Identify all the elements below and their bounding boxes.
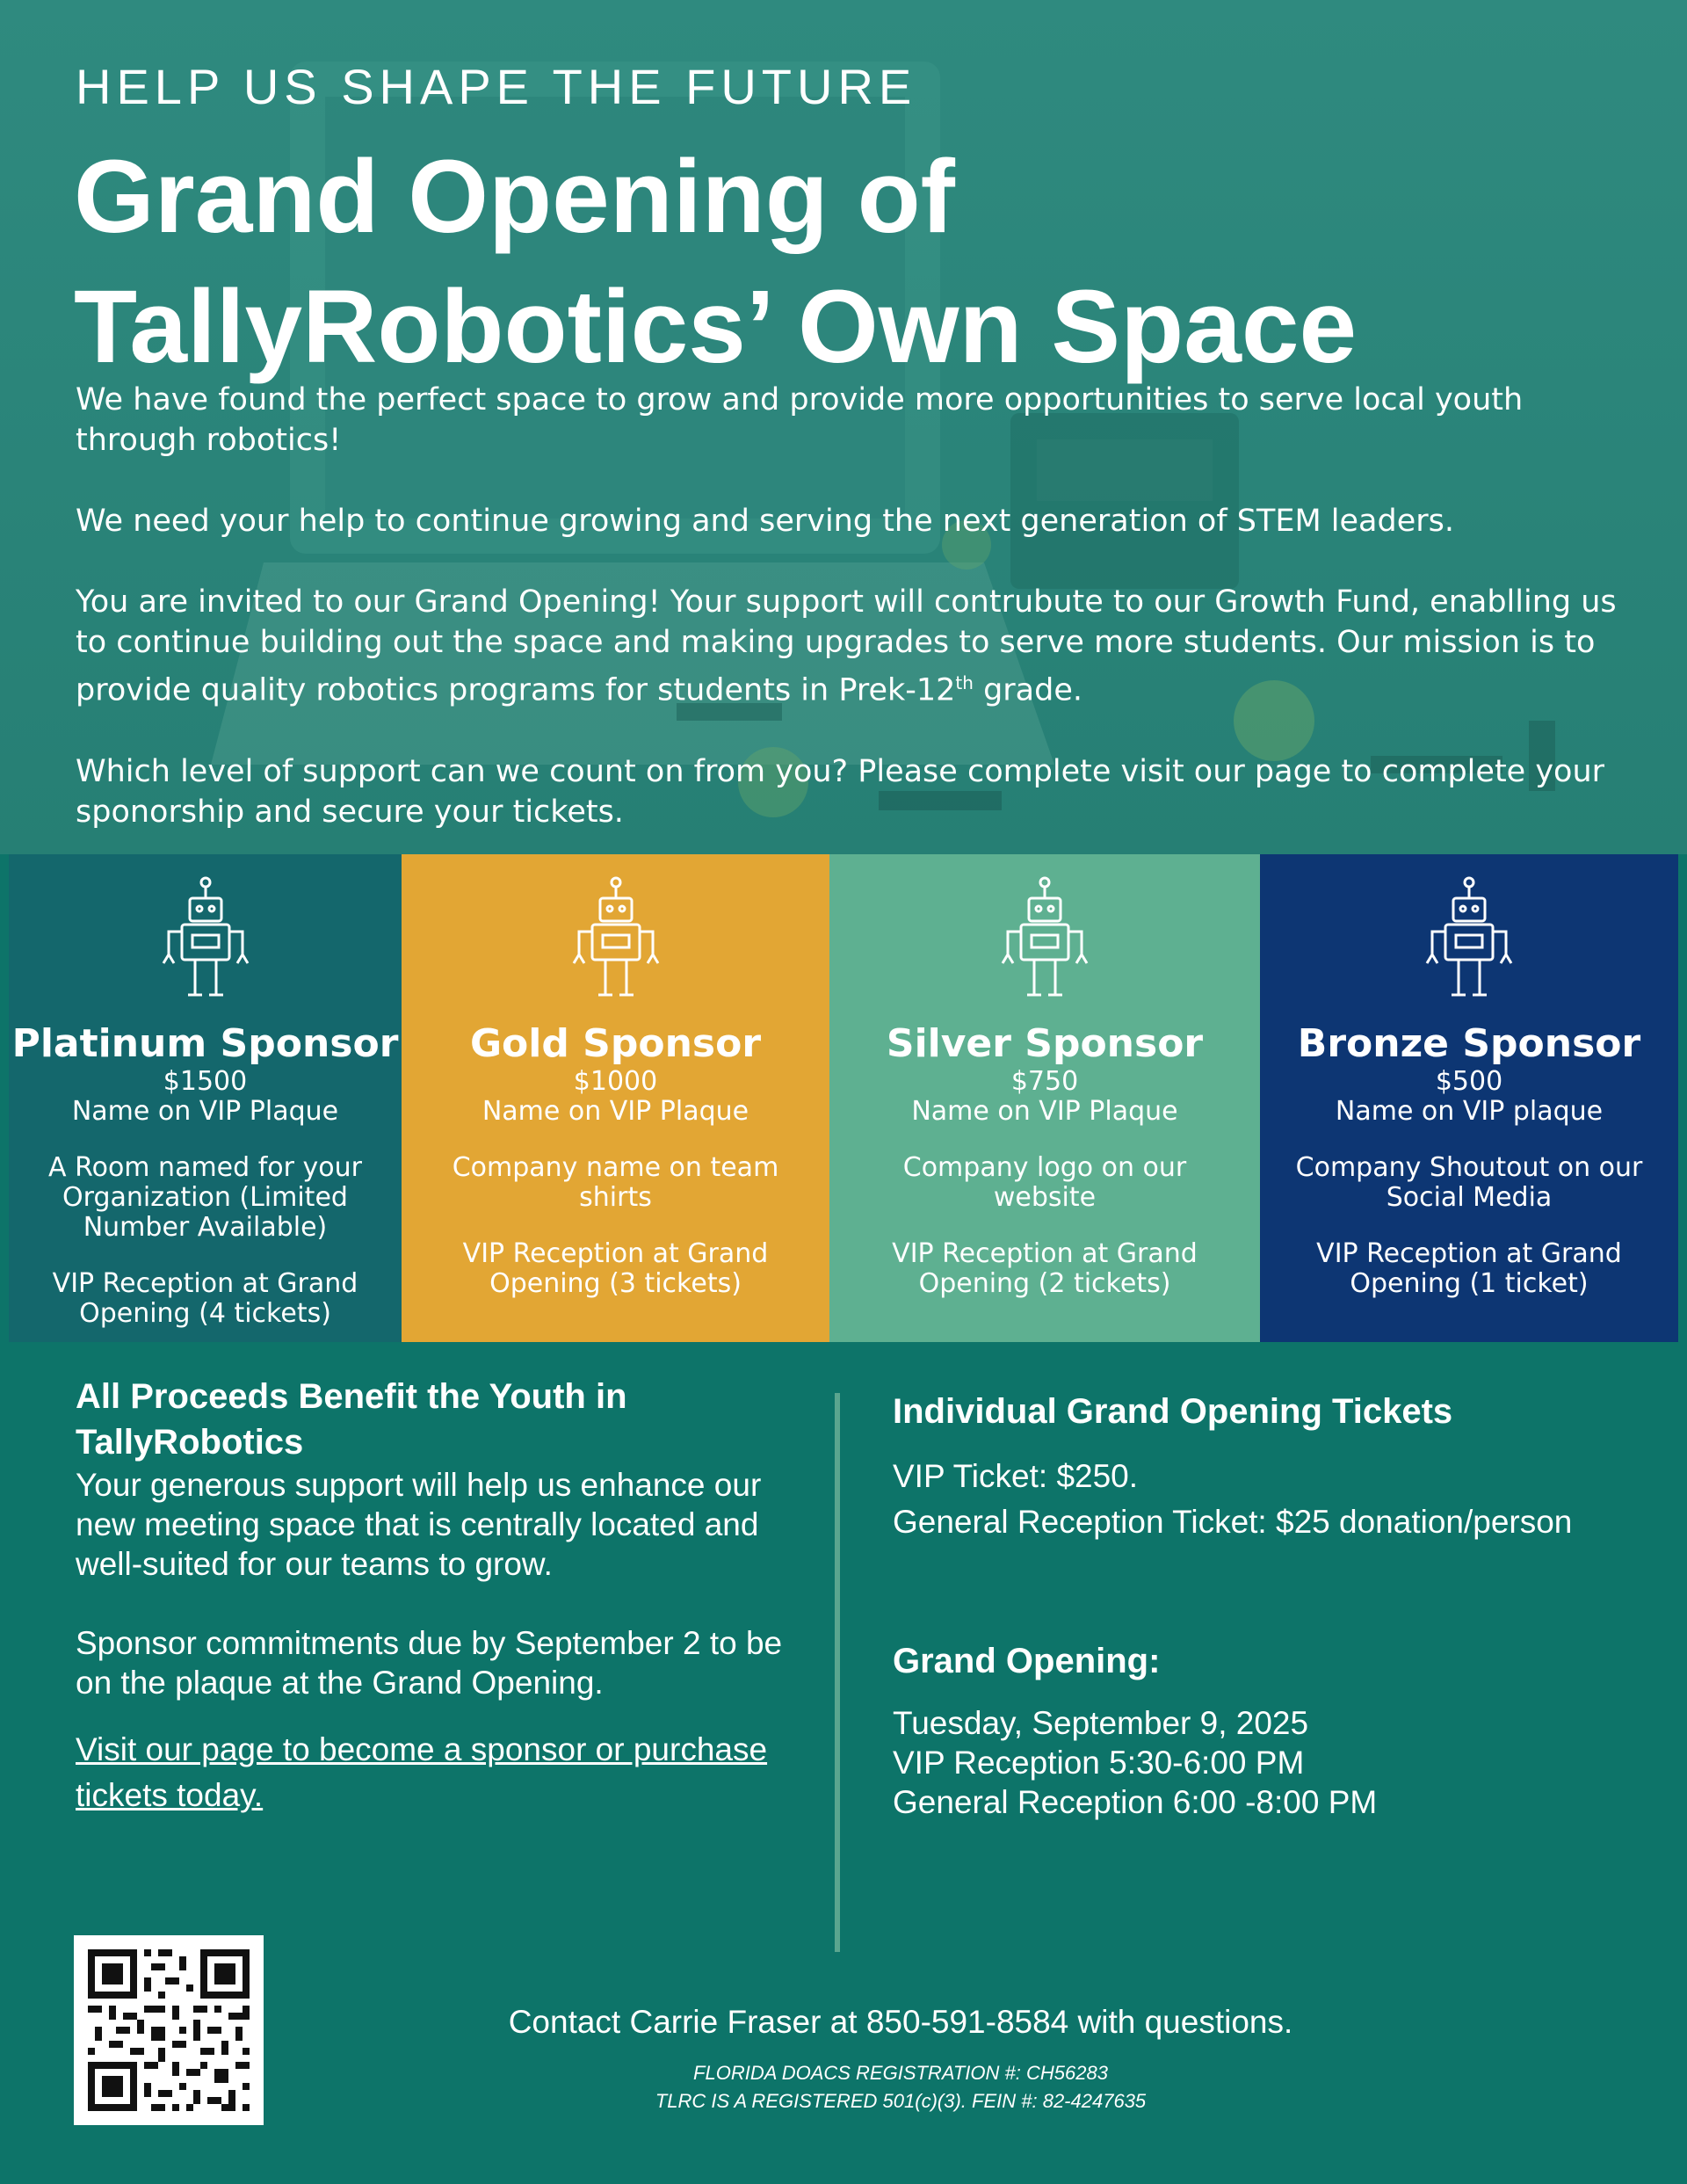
grand-opening-details xyxy=(893,1703,1648,1822)
robot-icon xyxy=(563,874,669,1005)
contact-line: Contact Carrie Fraser at 850-591-8584 with questions. xyxy=(508,2004,1293,2040)
tier-name: Silver Sponsor xyxy=(886,1021,1204,1066)
qr-code[interactable] xyxy=(74,1935,264,2125)
sponsor-link[interactable]: Visit our page to become a sponsor or purchase tickets today. xyxy=(76,1731,768,1813)
tax-status: TLRC IS A REGISTERED 501(c)(3). FEIN #: 82-4247635 xyxy=(655,2090,1147,2112)
general-ticket: General Reception Ticket: $25 donation/person xyxy=(893,1504,1573,1540)
tier-price: $1500 xyxy=(163,1066,248,1097)
tier-reception: VIP Reception at Grand Opening (2 tickets) xyxy=(892,1238,1198,1299)
registration-number: FLORIDA DOACS REGISTRATION #: CH56283 xyxy=(693,2062,1108,2084)
grand-opening-heading: Grand Opening: xyxy=(893,1642,1161,1680)
tier-platinum xyxy=(9,854,402,1342)
general-reception-time: General Reception 6:00 -8:00 PM xyxy=(893,1784,1378,1820)
tickets-section xyxy=(893,1389,1648,1822)
robot-icon xyxy=(153,874,258,1005)
hero-section xyxy=(0,0,1687,854)
proceeds-paragraph-1: Your generous support will help us enhance our new meeting space that is centrally located and well-suited for our teams to grow. xyxy=(76,1467,762,1582)
vip-ticket: VIP Ticket: $250. xyxy=(893,1458,1139,1494)
kicker-text: HELP US SHAPE THE FUTURE xyxy=(76,59,917,114)
tier-perk: Company name on team shirts xyxy=(452,1152,779,1213)
tier-perk: Company logo on our website xyxy=(902,1152,1187,1213)
tier-silver xyxy=(829,854,1260,1342)
event-date: Tuesday, September 9, 2025 xyxy=(893,1705,1309,1741)
tier-reception: VIP Reception at Grand Opening (4 tickets) xyxy=(52,1268,358,1329)
intro-paragraph-3 xyxy=(76,582,1622,711)
intro-paragraph-1: We have found the perfect space to grow and provide more opportunities to serve local youth through robotics! xyxy=(76,382,1524,458)
tier-perk: Company Shoutout on our Social Media xyxy=(1295,1152,1643,1213)
tier-plaque: Name on VIP Plaque xyxy=(911,1096,1178,1127)
page-title xyxy=(74,132,1655,392)
proceeds-paragraph-2: Sponsor commitments due by September 2 to be on the plaque at the Grand Opening. xyxy=(76,1625,783,1701)
tier-name: Platinum Sponsor xyxy=(11,1021,399,1066)
qr-code-image xyxy=(74,1935,264,2125)
tier-reception: VIP Reception at Grand Opening (1 ticket) xyxy=(1316,1238,1622,1299)
tier-price: $750 xyxy=(1010,1066,1079,1097)
tier-plaque: Name on VIP plaque xyxy=(1335,1096,1604,1127)
column-divider xyxy=(835,1393,840,1952)
tier-price: $500 xyxy=(1435,1066,1503,1097)
proceeds-heading: All Proceeds Benefit the Youth in TallyRobotics xyxy=(76,1377,627,1462)
tier-reception: VIP Reception at Grand Opening (3 tickets) xyxy=(462,1238,769,1299)
tickets-heading: Individual Grand Opening Tickets xyxy=(893,1392,1453,1431)
tier-plaque: Name on VIP Plaque xyxy=(71,1096,339,1127)
title-line-2: TallyRobotics’ Own Space xyxy=(74,269,1358,385)
tier-name: Gold Sponsor xyxy=(469,1021,762,1066)
intro-paragraph-3-end: grade. xyxy=(973,672,1083,708)
intro-paragraph-3-text: You are invited to our Grand Opening! Your support will contrubute to our Growth Fund, enablling us to continue building out the space and making upgrades to serve more students. Our mission is to provide quality robotics programs for students in Prek-12 xyxy=(76,584,1617,708)
tier-bronze xyxy=(1260,854,1678,1342)
tier-plaque: Name on VIP Plaque xyxy=(481,1096,749,1127)
tier-price: $1000 xyxy=(573,1066,658,1097)
tier-gold xyxy=(402,854,829,1342)
proceeds-section xyxy=(76,1374,814,1818)
title-line-1: Grand Opening of xyxy=(74,139,955,255)
tickets-list xyxy=(893,1454,1648,1545)
intro-paragraph-4: Which level of support can we count on from you? Please complete visit our page to complete your sponorship and secure your tickets. xyxy=(76,753,1605,830)
ordinal-suffix: th xyxy=(955,672,974,693)
tier-name: Bronze Sponsor xyxy=(1297,1021,1641,1066)
robot-icon xyxy=(1416,874,1522,1005)
intro-text xyxy=(76,380,1622,854)
vip-reception-time: VIP Reception 5:30-6:00 PM xyxy=(893,1745,1305,1781)
sponsor-tiers xyxy=(9,854,1687,1342)
robot-icon xyxy=(992,874,1097,1005)
intro-paragraph-2: We need your help to continue growing and serving the next generation of STEM leaders. xyxy=(76,504,1455,539)
tier-perk: A Room named for your Organization (Limited Number Available) xyxy=(48,1152,362,1243)
